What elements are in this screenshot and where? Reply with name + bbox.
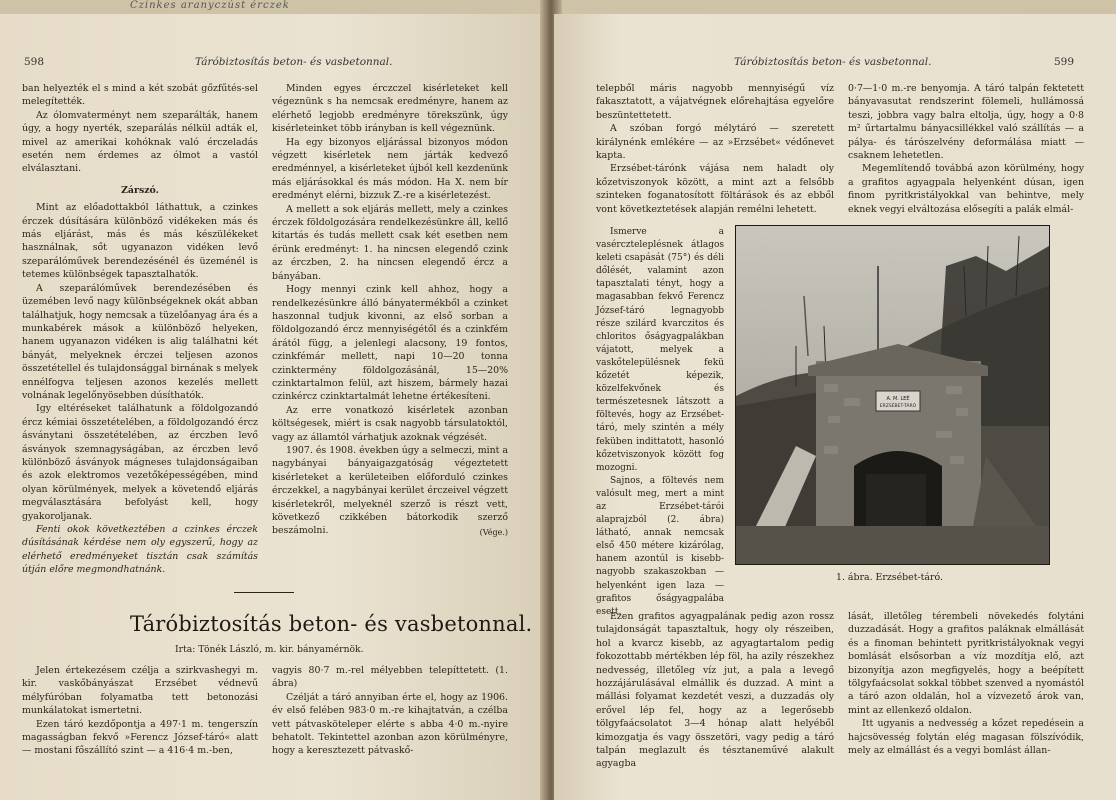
right-page-number: 599 bbox=[1054, 56, 1075, 68]
paragraph: Fenti okok következtében a czinkes érczek dúsításának kérdése nem oly egyszerű, hogy az elérhető eredményeket tisztán csak számítás útján előre megmondhatnánk. bbox=[22, 524, 258, 576]
top-stamp: Czinkes aranyczúst érczek bbox=[130, 0, 290, 11]
section-heading: Zárszó. bbox=[121, 184, 159, 196]
right-column-1-top bbox=[596, 82, 834, 216]
paragraph: 0·7—1·0 m.-re benyomja. A táró talpán fektetett bányavasutat rendszerint fölemeli, hullámossá teszi, jobbra vagy balra eltolja, úgy, hogy a 0·8 m² űrtartalmu bányacsillékkel való szállítás — a pálya- és tárószelvény deformálása miatt — csaknem lehetetlen. bbox=[848, 83, 1084, 162]
left-running-head: Táróbiztosítás beton- és vasbetonnal. bbox=[195, 56, 393, 68]
paragraph: telepből máris nagyobb mennyiségű víz fakasztatott, a vájatvégnek előrehajtása egyelőre beszüntettetett. bbox=[596, 83, 834, 121]
paragraph: A szeparálóművek berendezésében és üzemében levő nagy különbségeknek okát abban találhatjuk, hogy nemcsak a tüzelőanyag ára és a munkabérek mások a különböző helyeken, hanem ugyanazon vidéken is alig találhatni két bányát, melyeknek érczei teljesen azonos összetétellel és tulajdonsággal birnának s melyek ennélfogva teljesen azonos kezelés mellett volnának legelőnyösebben dúsíthatók. bbox=[22, 282, 258, 401]
end-mark: (Vége.) bbox=[479, 527, 508, 537]
left-column-3 bbox=[22, 664, 258, 758]
paragraph: Megemlítendő továbbá azon körülmény, hogy a grafitos agyagpala helyenként dúsan, igen finom pyritkristályokkal van behintve, mely eknek vegyi elváltozása elősegíti a palák elmál- bbox=[848, 163, 1084, 215]
paragraph: Az erre vonatkozó kisérletek azonban költségesek, miért is csak nagyobb társulatoktól, vagy az államtól várhatjuk azoknak végzését. bbox=[272, 404, 508, 443]
paragraph: Igy eltéréseket találhatunk a földolgozandó ércz kémiai összetételében, a földolgozandó ércz ásványtani összetételében, az érczben levő ásványok szemnagyságában, az érczben levő különböző ásványok mágneses tulajdonságaiban és azok elektromos vezetőképességében, mind olyan körülmények, melyek a követendő eljárás megválasztására befolyást kell, hogy gyakoroljanak. bbox=[22, 403, 258, 522]
right-running-head: Táróbiztosítás beton- és vasbetonnal. bbox=[734, 56, 932, 68]
right-column-1-bottom bbox=[596, 610, 834, 771]
paragraph: Jelen értekezésem czélja a szirkvashegyi m. kir. vaskőbányászat Erzsébet védnevű mélyfúróban folyamatba tett betonozási munkálatokat ismertetni. bbox=[22, 665, 258, 717]
paragraph: Sajnos, a föltevés nem valósult meg, mert a mint az Erzsébet-tárói alaprajzból (2. ábra) látható, annak nemcsak első 450 métere kizárólag, hanem azontúl is kisebb-nagyobb szakaszokban — helyenként igen laza — grafitos őságyagpalába esett. bbox=[596, 475, 724, 617]
paragraph: vagyis 80·7 m.-rel mélyebben telepíttetett. (1. ábra) bbox=[272, 665, 508, 690]
paragraph: Ismerve a vasérczteleplésnek átlagos keleti csapását (75°) és déli dőlését, valamint azon tapasztalati tényt, hogy a magasabban fekvő Ferencz József-táró legnagyobb része szilárd kvarczitos és chloritos őságyagpalákban vájatott, melyek a vaskőtelepülésnek fekü kőzetét képezik, közelfekvőnek és természetesnek látszott a föltevés, hogy az Erzsébet-táró, mely szintén a mély feküben indittatott, hasonló kőzetviszonyok között fog mozogni. bbox=[596, 227, 724, 473]
paragraph: Czélját a táró annyiban érte el, hogy az 1906. év első felében 983·0 m.-re kihajtatván, a czélba vett pátvasköteleper elérte s abba 4·0 m.-nyire behatolt. Tekintettel azonban azon körülményre, hogy a keresztezett pátvaskő- bbox=[272, 691, 508, 757]
right-column-1-narrow bbox=[596, 226, 724, 619]
paragraph: 1907. és 1908. években úgy a selmeczi, mint a nagybányai bányaigazgatóság végeztetett kisérleteket a kerületeiben előforduló czinkes érczekkel, a nagybányai kerület érczeivel végzett kisérletekről, melyeknél szerző is részt vett, következő czikkében bátorkodik szerző beszámolni. bbox=[272, 444, 508, 537]
paragraph: A szóban forgó mélytáró — szeretett királynénk emlékére — az »Erzsébet« védőnevet kapta. bbox=[596, 123, 834, 162]
left-page-number: 598 bbox=[24, 56, 45, 68]
article-title: Táróbiztosítás beton- és vasbetonnal. bbox=[130, 612, 533, 636]
left-column-1 bbox=[22, 82, 258, 577]
paragraph: Ha egy bizonyos eljárással bizonyos módon végzett kisérletek nem járták kedvező eredménnyel, a kisérleteket újból kell kezdenünk más eljárásokkal és más módon. Ha X. nem bír eredményt elérni, bizzuk Z.-re a kisérletezést. bbox=[272, 136, 508, 202]
paragraph: A mellett a sok eljárás mellett, mely a czinkes érczek földolgozására rendelkezésünkre áll, kellő kitartás és tudás mellett csak két esetben nem érünk eredményt: 1. ha nincsen elegendő czink az érczben, 2. ha nincsen elegendő ércz a bányában. bbox=[272, 203, 508, 282]
svg-text:ERZSÉBET-TÁRÓ: ERZSÉBET-TÁRÓ bbox=[879, 404, 917, 409]
right-column-2-bottom bbox=[848, 610, 1084, 757]
paragraph: Ezen grafitos agyagpalának pedig azon rossz tulajdonságát tapasztaltuk, hogy oly részeiben, hol a kvarcz kisebb, az agyagtartalom pedig fokozottabb mértékben lép föl, ha azily részekhez nedvesség, illetőleg víz jut, a pala a levegő hozzájárulásával elmállik és duzzad. A mint a mállási folyamat kezdetét veszi, a duzzadás oly erővel lép fel, hogy az a legerősebb tölgyfaácsolatot 3—4 hónap alatt helyéből kimozgatja és vagy összetöri, vagy pedig a táró talpán meglazult és tésztaneművé alakult agyagba bbox=[596, 611, 834, 770]
figure-caption: 1. ábra. Erzsébet-táró. bbox=[836, 572, 943, 583]
paragraph: Itt ugyanis a nedvesség a kőzet repedésein a hajcsövesség folytán elég magasan fölszívódik, mely az elmállást és a vegyi bomlást állan- bbox=[848, 718, 1084, 757]
paragraph: Hogy mennyi czink kell ahhoz, hogy a rendelkezésünkre álló bányatermékből a czinket haszonnal tudjuk kivonni, az első sorban a földolgozandó ércz mennyiségétől és a czinkfém árától függ, a jelenlegi alacsony, 19 fontos, czinkfémár mellett, napi 10—20 tonna czinktermény földolgozásánál, 15—20% czinktartalmon felül, azt hiszem, bármely hazai czinkércz czinktartalmát lehetne értékesíteni. bbox=[272, 284, 508, 403]
paragraph: Minden egyes érczczel kisérleteket kell végeznünk s ha nemcsak eredményre, hanem az elérhető legjobb eredményre törekszünk, úgy kisérleteinket több irányban is kell végeznünk. bbox=[272, 83, 508, 135]
left-column-2 bbox=[272, 82, 508, 539]
paragraph: Az ólomvaterményt nem szeparálták, hanem úgy, a hogy nyerték, szeparálás nélkül adták el, mivel az amerikai kohóknak való érczeladás esetén nem érdemes az ólmot a vastól elválasztani. bbox=[22, 109, 258, 175]
paragraph: ban helyezték el s mind a két szobát gőzfűtés-sel melegítették. bbox=[22, 83, 258, 108]
paragraph: Erzsébet-tárónk vájása nem haladt oly kőzetviszonyok között, a mint azt a felsőbb szinteken foganatosított föltárások és az ebből vont következtetések alapján remélni lehetett. bbox=[596, 163, 834, 215]
svg-text:A. M. LEÉ: A. M. LEÉ bbox=[886, 396, 910, 402]
paragraph: lását, illetőleg térembeli növekedés folytáni duzzadását. Hogy a grafitos paláknak elmállását és a finoman behintett pyritkristályoknak vegyi bomlását elsősorban a víz mozdítja elő, azt bizonyítja azon megfigyelés, hogy a beépített tölgyfaácsolat sokkal többet szenved a nyomástól a táró azon oldalán, hol a vízvezető árok van, mint az ellenkező oldalon. bbox=[848, 611, 1084, 716]
paragraph: Ezen táró kezdőpontja a 497·1 m. tengerszín magasságban fekvő »Ferencz József-táró« alatt — mostani főszállító szint — a 416·4 m.-ben, bbox=[22, 718, 258, 757]
article-byline: Irta: Tönék László, m. kir. bányamérnök. bbox=[175, 644, 364, 655]
left-page bbox=[0, 14, 548, 800]
separator-rule bbox=[234, 592, 294, 593]
left-column-4 bbox=[272, 664, 508, 758]
figure-photograph bbox=[735, 225, 1050, 565]
tunnel-entrance-photo bbox=[736, 226, 1049, 564]
right-column-2-top bbox=[848, 82, 1084, 216]
paragraph: Mint az előadottakból láthattuk, a czinkes érczek dúsítására különböző vidékeken más és más eljárást, más és más készülékeket használnak, sőt ugyanazon vidéken levő szeparálóművek berendezésénél és üzeménél is tetemes különbségek tapasztalhatók. bbox=[22, 202, 258, 281]
